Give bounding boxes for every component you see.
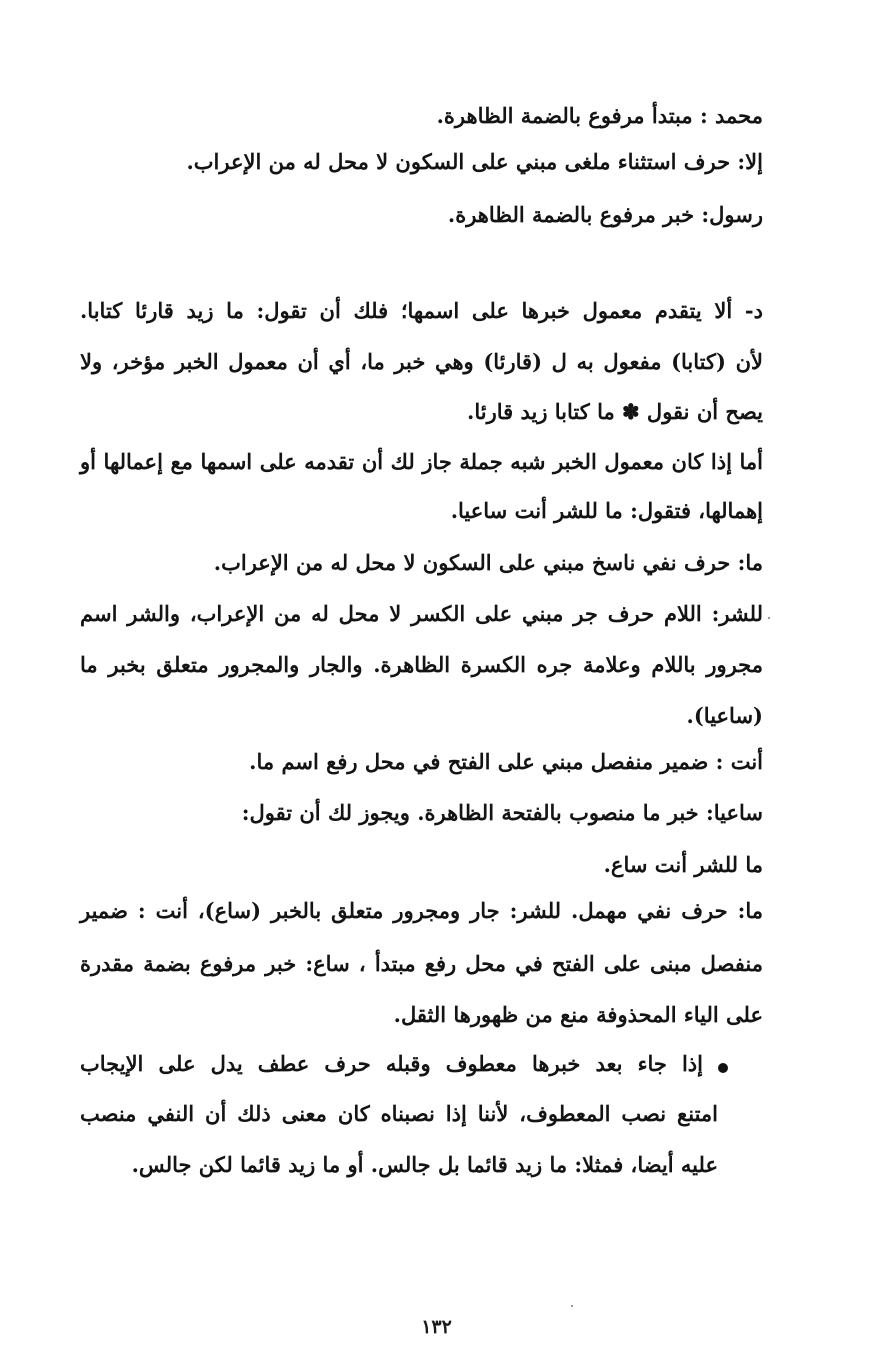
bullet-icon xyxy=(718,1063,728,1073)
scan-speck xyxy=(768,617,770,619)
line-majrur: مجرور باللام وعلامة جره الكسرة الظاهرة. والجار والمجرور متعلق بخبر ما xyxy=(80,652,763,677)
line-example-1: إهمالها، فتقول: ما للشر أنت ساعيا. xyxy=(450,498,763,523)
line-saeyan-paren: (ساعيا). xyxy=(686,703,763,728)
line-saeyan-parse: ساعيا: خبر ما منصوب بالفتحة الظاهرة. ويجوز لك أن تقول: xyxy=(241,800,763,825)
line-ala-alyaa: على الياء المحذوفة منع من ظهورها الثقل. xyxy=(393,1002,763,1027)
line-rasul-parse: رسول: خبر مرفوع بالضمة الظاهرة. xyxy=(447,202,763,227)
line-invalid-example: يصح أن نقول ✽ ما كتابا زيد قارئا. xyxy=(467,399,763,424)
line-rule-d: د- ألا يتقدم معمول خبرها على اسمها؛ فلك أن تقول: ما زيد قارئا كتابا. xyxy=(80,298,763,323)
line-bullet-2: امتنع نصب المعطوف، لأننا إذا نصبناه كان معنى ذلك أن النفي منصب xyxy=(80,1101,718,1126)
scan-speck xyxy=(571,1305,573,1307)
line-mohammad-parse: محمد : مبتدأ مرفوع بالضمة الظاهرة. xyxy=(436,103,763,128)
line-semi-sentence: أما إذا كان معمول الخبر شبه جملة جاز لك أن تقدمه على اسمها مع إعمالها أو xyxy=(80,449,763,474)
line-ma-muhmal: ما: حرف نفي مهمل. للشر: جار ومجرور متعلق بالخبر (ساع)، أنت : ضمير xyxy=(80,898,763,923)
page-number: ١٣٢ xyxy=(421,1316,452,1338)
line-bullet-1: إذا جاء بعد خبرها معطوف وقبله حرف عطف يدل على الإيجاب xyxy=(80,1051,703,1076)
line-example-2: ما للشر أنت ساع. xyxy=(603,852,763,877)
line-anta-parse: أنت : ضمير منفصل مبني على الفتح في محل رفع اسم ما. xyxy=(249,749,763,774)
line-munfasil: منفصل مبنى على الفتح في محل رفع مبتدأ ، ساع: خبر مرفوع بضمة مقدرة xyxy=(80,951,763,976)
line-lilshar-parse: للشر: اللام حرف جر مبني على الكسر لا محل له من الإعراب، والشر اسم xyxy=(80,601,763,626)
line-bullet-3: عليه أيضا، فمثلا: ما زيد قائما بل جالس. أو ما زيد قائما لكن جالس. xyxy=(131,1152,718,1177)
line-illa-parse: إلا: حرف استثناء ملغى مبني على السكون لا محل له من الإعراب. xyxy=(186,149,763,174)
line-reason: لأن (كتابا) مفعول به ل (قارئا) وهي خبر ما، أي أن معمول الخبر مؤخر، ولا xyxy=(80,349,763,374)
line-ma-parse: ما: حرف نفي ناسخ مبني على السكون لا محل له من الإعراب. xyxy=(213,550,763,575)
